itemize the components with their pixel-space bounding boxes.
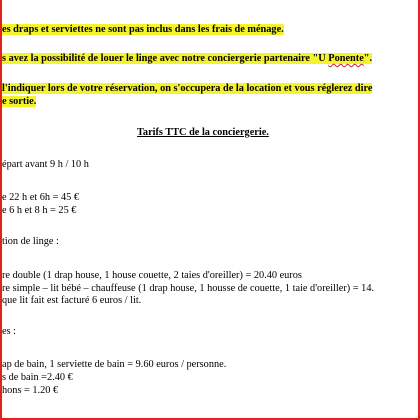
- notice-line-2-text: [2, 53, 372, 64]
- notice-line-4: [2, 96, 36, 108]
- tariffs-title: Tarifs TTC de la conciergerie.: [137, 127, 269, 138]
- departure-line: épart avant 9 h / 10 h: [2, 159, 89, 170]
- cloth-price: hons = 1.20 €: [2, 385, 59, 396]
- towels-heading: es :: [2, 326, 17, 337]
- bath-towel-price: s de bain =2.40 €: [2, 372, 73, 383]
- double-bed-price: re double (1 drap house, 1 house couette, 2 taies d'oreiller) = 20.40 euros: [2, 270, 302, 281]
- notice-line-2-end: ".: [363, 53, 373, 64]
- notice-line-3: [2, 83, 372, 95]
- notice-line-4-text: e sortie.: [2, 96, 37, 107]
- notice-line-2-start: s avez la possibilité de louer le linge avec notre conciergerie partenaire "U: [2, 53, 329, 64]
- partner-name-ponente: Ponente: [328, 53, 364, 64]
- notice-line-1: [2, 24, 284, 36]
- arrival-night-price: e 22 h et 6h = 45 €: [2, 192, 80, 203]
- notice-line-2: [2, 53, 372, 65]
- notice-line-3-text: l'indiquer lors de votre réservation, on s'occupera de la location et vous réglerez dire: [2, 83, 373, 94]
- towel-set-price: ap de bain, 1 serviette de bain = 9.60 euros / personne.: [2, 359, 227, 370]
- notice-line-1-text: es draps et serviettes ne sont pas inclus dans les frais de ménage.: [2, 24, 284, 35]
- linen-rental-heading: tion de linge :: [2, 236, 59, 247]
- single-bed-price: re simple – lit bébé – chauffeuse (1 drap house, 1 housse de couette, 1 taie d'oreiller) = 14.: [2, 283, 375, 294]
- bed-made-price: que lit fait est facturé 6 euros / lit.: [2, 295, 142, 306]
- arrival-early-price: e 6 h et 8 h = 25 €: [2, 205, 77, 216]
